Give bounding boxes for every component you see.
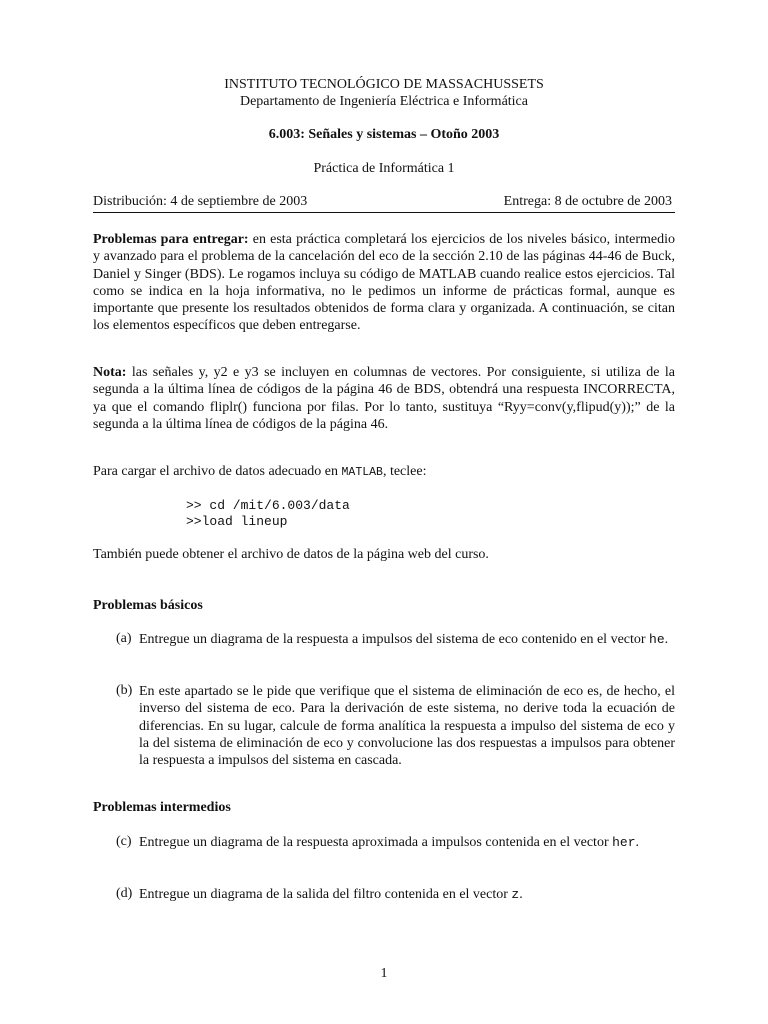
course-title: 6.003: Señales y sistemas – Otoño 2003 (268, 127, 500, 142)
item-c-body: Entregue un diagrama de la respuesta aproximada a impulsos contenida en el vector (139, 835, 613, 850)
item-a-label: (a) (116, 631, 132, 646)
institute-title: INSTITUTO TECNOLÓGICO DE MASSACHUSSETS (224, 77, 544, 92)
header-rule (93, 212, 675, 213)
intro-paragraph (93, 231, 675, 335)
department-title: Departamento de Ingeniería Eléctrica e Informática (239, 94, 528, 109)
page-number: 1 (380, 966, 388, 981)
load-text-after: , teclee: (382, 464, 427, 479)
load-instructions (93, 464, 426, 480)
item-d-body: Entregue un diagrama de la salida del filtro contenida en el vector (139, 887, 512, 902)
item-d-code: z (511, 887, 520, 902)
item-a-body: Entregue un diagrama de la respuesta a impulsos del sistema de eco contenido en el vector (139, 632, 650, 647)
due-date: Entrega: 8 de octubre de 2003 (503, 194, 672, 209)
basic-heading: Problemas básicos (93, 598, 203, 613)
item-c-text (139, 834, 675, 851)
intermediate-heading: Problemas intermedios (93, 800, 231, 815)
item-d-label: (d) (116, 886, 133, 901)
practice-title: Práctica de Informática 1 (313, 161, 455, 176)
item-b-label: (b) (116, 683, 133, 698)
note-paragraph (93, 364, 675, 433)
item-c-code: her (612, 835, 636, 850)
matlab-label: MATLAB (341, 466, 383, 479)
command-load: >>load lineup (186, 514, 288, 529)
item-b-text: En este apartado se le pide que verifique que el sistema de eliminación de eco es, de hecho, el inverso del sistema de eco. Para la derivación de este sistema, no derive toda la ecuación de diferencias. En su lugar, calcule de forma analítica la respuesta a impulso del sistema de eco y la del sistema de eliminación de eco y convolucione las dos respuestas a impulsos para obtener la respuesta a impulsos del sistema en cascada. (139, 684, 675, 769)
item-a-end: . (664, 632, 669, 647)
item-a-code: he (649, 632, 665, 647)
item-a-text (139, 631, 675, 648)
intro-text: en esta práctica completará los ejercicios de los niveles básico, intermedio y avanzado para el problema de la cancelación del eco de la sección 2.10 de las páginas 44-46 de Buck, Daniel y Singer (BDS). Le rogamos incluya su código de MATLAB cuando realice estos ejercicios. Tal como se indica en la hoja informativa, no le pedimos un informe de prácticas formal, aunque es importante que presente los resultados obtenidos de forma clara y organizada. A continuación, se citan los elementos específicos que deben entregarse. (93, 232, 675, 334)
item-d-text (139, 886, 675, 903)
item-c-end: . (635, 835, 640, 850)
item-d-end: . (519, 887, 523, 902)
web-note: También puede obtener el archivo de datos de la página web del curso. (93, 547, 489, 562)
command-cd: >> cd /mit/6.003/data (186, 498, 350, 513)
note-text: las señales y, y2 e y3 se incluyen en columnas de vectores. Por consiguiente, si utiliza de la segunda a la última línea de códigos de la página 46 de BDS, obtendrá una respuesta INCORRECTA, ya que el comando fliplr() funciona por filas. Por lo tanto, sustituya “Ryy=conv(y,flipud(y));” de la segunda a la última línea de códigos de la página 46. (93, 365, 675, 432)
note-lead: Nota: (93, 365, 127, 380)
load-text-before: Para cargar el archivo de datos adecuado en (93, 464, 342, 479)
distribution-date: Distribución: 4 de septiembre de 2003 (93, 194, 308, 209)
item-c-label: (c) (116, 834, 132, 849)
intro-lead: Problemas para entregar: (93, 232, 249, 247)
